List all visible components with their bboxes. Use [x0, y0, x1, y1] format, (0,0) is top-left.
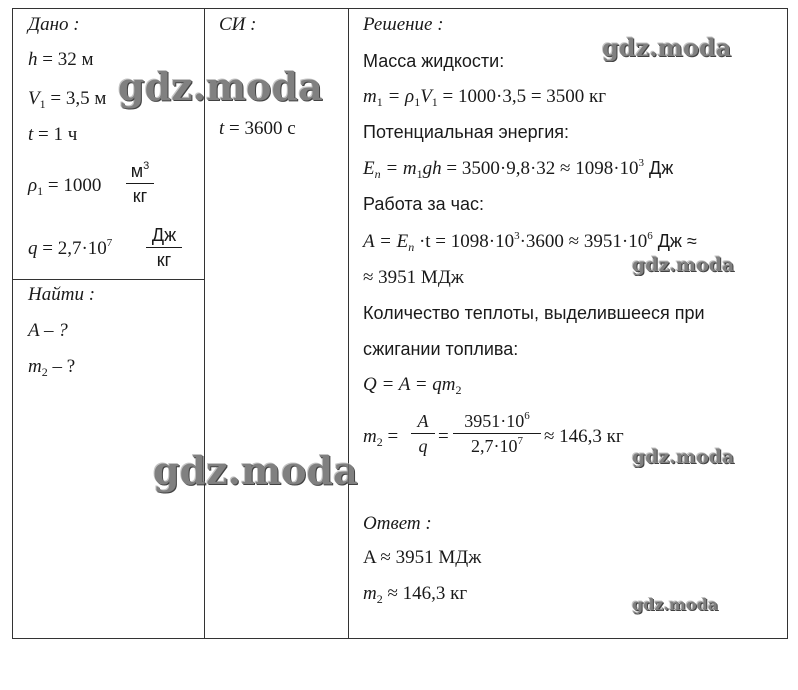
given-q-unit: Дж кг: [146, 224, 182, 271]
watermark-logo: gdz.moda: [602, 33, 732, 62]
given-v1: $V_1 = 3,5$ м: [28, 88, 107, 111]
header-find: Найти :: [28, 284, 96, 305]
solution-mass-title: Масса жидкости:: [363, 51, 505, 71]
answer-a: A ≈ 3951 МДж: [363, 547, 482, 568]
solution-potential-eq: $E_n = m_1gh = 3500\cdot 9,8\cdot 32 \approx 1098\cdot 10^3$ Дж: [363, 157, 674, 181]
solution-work-eq: $A = E_n \cdot t = 1098\cdot 10^3\cdot 3600 \approx 3951\cdot 10^6$ Дж ≈: [363, 230, 697, 254]
column-divider-si: [348, 8, 349, 639]
solution-m2-fraction-values: $3951\cdot 10^6$ $2,7\cdot 10^7$: [453, 410, 541, 457]
solution-m2-result: ≈ 146,3 кг: [544, 426, 624, 447]
find-a: A – ?: [28, 320, 68, 341]
watermark-logo: gdz.moda: [632, 446, 735, 468]
solution-m2-lhs: $m_2$ =: [363, 426, 399, 449]
watermark-logo: gdz.moda: [118, 64, 323, 109]
solution-heat-eq: $Q = A = qm_2$: [363, 374, 462, 397]
given-rho1: $\rho_1 = 1000$: [28, 175, 102, 198]
si-t: t = 3600 с: [219, 118, 296, 139]
solution-m2-fraction-aq: A q: [411, 410, 435, 457]
header-solution: Решение :: [363, 14, 444, 35]
header-answer: Ответ :: [363, 513, 432, 534]
solution-heat-title-2: сжигании топлива:: [363, 339, 519, 359]
solution-heat-title-1: Количество теплоты, выделившееся при: [363, 303, 705, 323]
solution-work-title: Работа за час:: [363, 194, 485, 214]
answer-m2: $m_2 \approx 146,3$ кг: [363, 583, 468, 606]
solution-mass-eq: $m_1 = \rho_1V_1 = 1000\cdot 3,5 = 3500$ кг: [363, 86, 607, 109]
solution-work-result: ≈ 3951 МДж: [363, 267, 464, 288]
solution-m2-equals: =: [438, 426, 449, 447]
watermark-logo: gdz.moda: [632, 595, 719, 614]
given-h: h = 32 м: [28, 49, 94, 70]
find-m2: $m_2$ – ?: [28, 356, 76, 379]
header-si: СИ :: [219, 14, 257, 35]
watermark-logo: gdz.moda: [632, 254, 735, 276]
given-t: t = 1 ч: [28, 124, 78, 145]
solution-potential-title: Потенциальная энергия:: [363, 122, 570, 142]
given-q: $q = 2,7\cdot 10^7$: [28, 237, 113, 259]
row-divider-find: [12, 279, 205, 280]
given-rho-unit: $м^3$ кг: [126, 160, 154, 207]
watermark-logo: gdz.moda: [153, 448, 358, 493]
header-given: Дано :: [28, 14, 80, 35]
